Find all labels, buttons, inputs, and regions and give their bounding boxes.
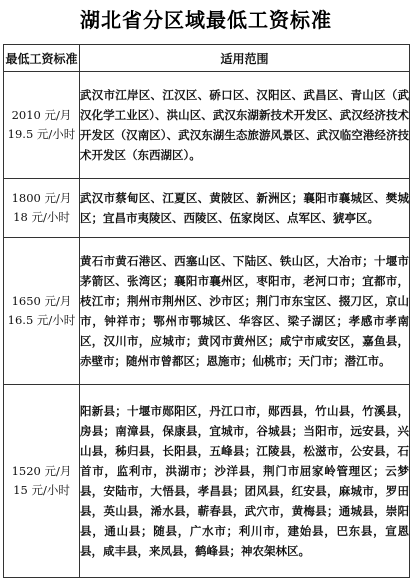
table-row [4,179,410,238]
hourly-wage: 19.5 元/小时 [7,127,76,141]
wage-cell [4,72,80,179]
area-cell: 黄石市黄石港区、西塞山区、下陆区、铁山区，大冶市；十堰市茅箭区、张湾区；襄阳市襄州区，枣阳市，老河口市；宜都市，枝江市；荆州市荆州区、沙市区；荆门市东宝区、掇刀区，京山市，钟祥市；鄂州市鄂城区、华容区、梁子湖区；孝感市孝南区，汉川市，应城市；黄冈市黄州区；咸宁市咸安区，嘉鱼县，赤壁市；随州市曾都区；恩施市；仙桃市；天门市；潜江市。 [80,238,410,385]
table-row [4,385,410,578]
wage-cell [4,179,80,238]
monthly-wage: 1520 元/月 [11,464,72,478]
wage-cell [4,385,80,578]
area-cell: 武汉市江岸区、江汉区、硚口区、汉阳区、武昌区、青山区（武汉化学工业区）、洪山区、武汉东湖新技术开发区、武汉经济技术开发区（汉南区）、武汉东湖生态旅游风景区、武汉临空港经济技术开发区（东西湖区）。 [80,72,410,179]
document-title: 湖北省分区域最低工资标准 [80,8,332,32]
hourly-wage: 16.5 元/小时 [7,313,76,327]
header-applicable-scope: 适用范围 [80,45,410,72]
header-wage-standard: 最低工资标准 [4,45,80,72]
table-header-row [4,45,410,72]
wage-cell [4,238,80,385]
minimum-wage-table [3,44,410,578]
monthly-wage: 1650 元/月 [11,294,72,308]
table-row [4,72,410,179]
hourly-wage: 18 元/小时 [13,210,70,224]
monthly-wage: 2010 元/月 [11,108,72,122]
area-cell: 武汉市蔡甸区、江夏区、黄陂区、新洲区；襄阳市襄城区、樊城区；宜昌市夷陵区、西陵区、伍家岗区、点军区、猇亭区。 [80,179,410,238]
monthly-wage: 1800 元/月 [11,191,72,205]
hourly-wage: 15 元/小时 [13,483,70,497]
table-row [4,238,410,385]
area-cell: 阳新县；十堰市郧阳区，丹江口市，郧西县，竹山县，竹溪县，房县；南漳县，保康县，宜城市，谷城县；当阳市，远安县，兴山县，秭归县，长阳县，五峰县；江陵县，松滋市，公安县，石首市，监利市，洪湖市；沙洋县，荆门市屈家岭管理区；云梦县，安陆市，大悟县，孝昌县；团风县，红安县，麻城市，罗田县，英山县，浠水县，蕲春县，武穴市，黄梅县；通城县，崇阳县，通山县；随县，广水市；利川市，建始县，巴东县，宣恩县，咸丰县，来凤县，鹤峰县；神农架林区。 [80,385,410,578]
